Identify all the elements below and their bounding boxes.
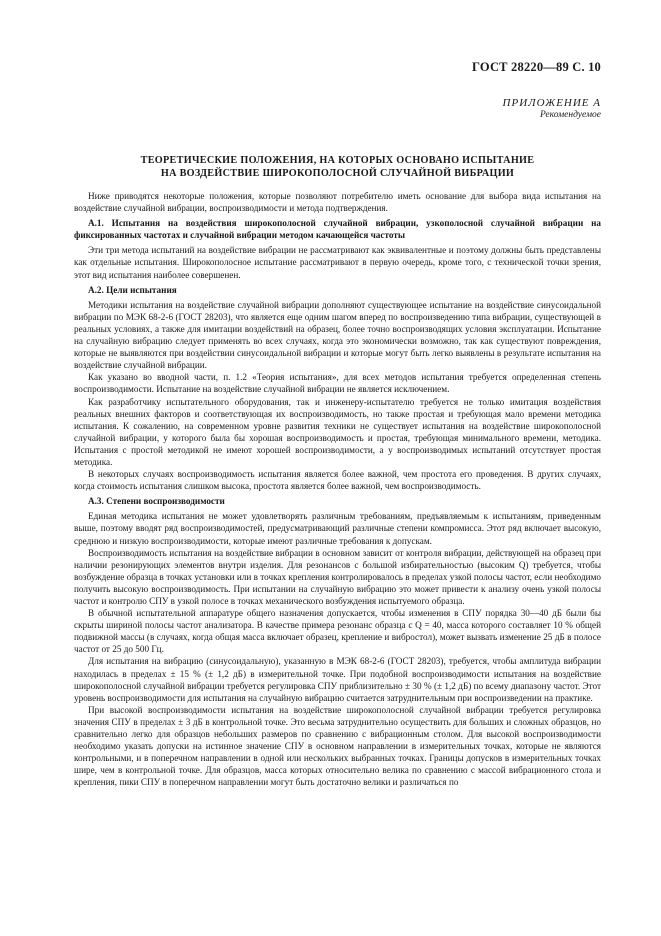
section-heading: А.3. Степени воспроизводимости: [88, 496, 225, 507]
appendix-subtitle: Рекомендуемое: [539, 110, 601, 120]
section-heading: А.1. Испытания на воздействия широкополосной случайной вибрации, узкополосной случайной вибрации на фиксированных частотах и случайной вибрации методом качающейся частоты: [74, 218, 601, 241]
document-title: [74, 154, 601, 180]
body-paragraph: Единая методика испытания не может удовлетворять различным требованиям, предъявляемым к испытаниям, приведенным выше, поэтому вводят ряд воспроизводимостей, предусматривающий различные степени компромисса. Этот ряд включает высокую, среднюю и низкую воспроизводимости, которые имеют различные требования к допускам.: [74, 511, 601, 546]
body-paragraph: Методики испытания на воздействие случайной вибрации дополняют существующее испытание на воздействие синусоидальной вибрации по МЭК 68-2-6 (ГОСТ 28203), что является еще одним шагом вперед по воспроизведению типа вибрации, существующей в реальных условиях, а также для имитации воздействий на образец, более точно воспроизводящих условия эксплуатации. Испытание на случайную вибрацию следует применять во всех случаях, когда это экономически возможно, так как существуют повреждения, которые не выявляются при воздействии синусоидальной вибрации и которые могут быть легко выявлены в результате испытания на воздействие случайной вибрации.: [74, 299, 601, 371]
body-paragraph: В некоторых случаях воспроизводимость испытания является более важной, чем простота его проведения. В других случаях, когда стоимость испытания слишком высока, простота является более важной, чем воспроизводимость.: [74, 469, 601, 492]
section-heading: А.2. Цели испытания: [88, 284, 177, 295]
body-paragraph: Ниже приводятся некоторые положения, которые позволяют потребителю иметь основание для выбора вида испытания на воздействие случайной вибрации, воспроизводимости и метода подтверждения.: [74, 191, 601, 214]
body-paragraph: Как указано во вводной части, п. 1.2 «Теория испытания», для всех методов испытания требуется определенная степень воспроизводимости. Испытание на воздействие случайной вибрации не является исключением.: [74, 372, 601, 395]
appendix-label: [503, 97, 601, 120]
document-body: [74, 190, 601, 789]
appendix-title: ПРИЛОЖЕНИЕ А: [502, 97, 601, 109]
page-header-doc-ref: ГОСТ 28220—89 С. 10: [472, 60, 601, 74]
body-paragraph: В обычной испытательной аппаратуре общего назначения допускается, чтобы изменения в СПУ порядка 30—40 дБ были бы скрыты шириной полосы частот анализатора. В качестве примера резонанс образца с Q = 40, масса которого составляет 10 % общей подвижной массы (в случаях, когда общая масса включает образец, крепление и вибростол), может вызвать изменение 25 дБ в полосе частот от 25 до 500 Гц.: [74, 608, 601, 655]
body-paragraph: Эти три метода испытаний на воздействие вибрации не рассматривают как эквивалентные и поэтому должны быть представлены как отдельные испытания. Широкополосное испытание рассматривают в первую очередь, кроме того, с технической точки зрения, этот вид испытания наиболее совершенен.: [74, 245, 601, 280]
body-paragraph: Воспроизводимость испытания на воздействие вибрации в основном зависит от контроля вибрации, действующей на образец при наличии резонирующих элементов внутри изделия. Для резонансов с большой избирательностью (высоким Q) требуется, чтобы возбуждение образца в точках установки или в точках крепления контролировалось в пределах узкой полосы частот, если необходимо получить высокую воспроизводимость. При испытании на случайную вибрацию это может привести к анализу очень узкой полосы частот и контролю СПУ в узкой полосе в точках механического возбуждения испытуемого образца.: [74, 547, 601, 606]
title-line-1: ТЕОРЕТИЧЕСКИЕ ПОЛОЖЕНИЯ, НА КОТОРЫХ ОСНОВАНО ИСПЫТАНИЕ: [140, 155, 535, 166]
body-paragraph: Как разработчику испытательного оборудования, так и инженеру-испытателю требуется не только имитация воздействия реальных внешних факторов и соответствующая их воспроизводимость, но также простая и требующая мало времени методика испытания. К сожалению, на современном уровне развития техники не существует испытания на воздействие широкополосной случайной вибрации, у которого была бы хорошая воспроизводимость и простая, требующая минимального времени, методика. Испытания с простой методикой не имеют хорошей воспроизводимости, а у воспроизводимых испытаний отсутствует простая методика.: [74, 396, 601, 467]
body-paragraph: Для испытания на вибрацию (синусоидальную), указанную в МЭК 68-2-6 (ГОСТ 28203), требуется, чтобы амплитуда вибрации находилась в пределах ± 15 % (± 1,2 дБ) в измерительной точке. При подобной воспроизводимости испытания на воздействие широкополосной случайной вибрации требуется регулировка СПУ приблизительно ± 30 % (± 1,2 дБ) по всему диапазону частот. Этот уровень воспроизводимости для испытания на случайную вибрацию считается затруднительным при воспроизведении на практике.: [74, 656, 601, 703]
body-paragraph: При высокой воспроизводимости испытания на воздействие широкополосной случайной вибрации требуется регулировка значения СПУ в пределах ± 3 дБ в контрольной точке. Это весьма затруднительно осуществить для больших и сложных образцов, но сравнительно легко для образцов небольших размеров по сравнению с вибрационным столом. Для высокой воспроизводимости необходимо указать допуски на истинное значение СПУ в основном направлении в измерительных точках, которые не являются контрольными, и в поперечном направлении в одной или нескольких выбранных точках. Границы допусков в измерительных точках шире, чем в контрольной точке. Для образцов, масса которых относительно велика по сравнению с массой вибрационного стола и крепления, пики СПУ в поперечном направлении могут быть достаточно велики и различаться по: [74, 704, 601, 788]
title-line-2: НА ВОЗДЕЙСТВИЕ ШИРОКОПОЛОСНОЙ СЛУЧАЙНОЙ ВИБРАЦИИ: [160, 168, 515, 179]
